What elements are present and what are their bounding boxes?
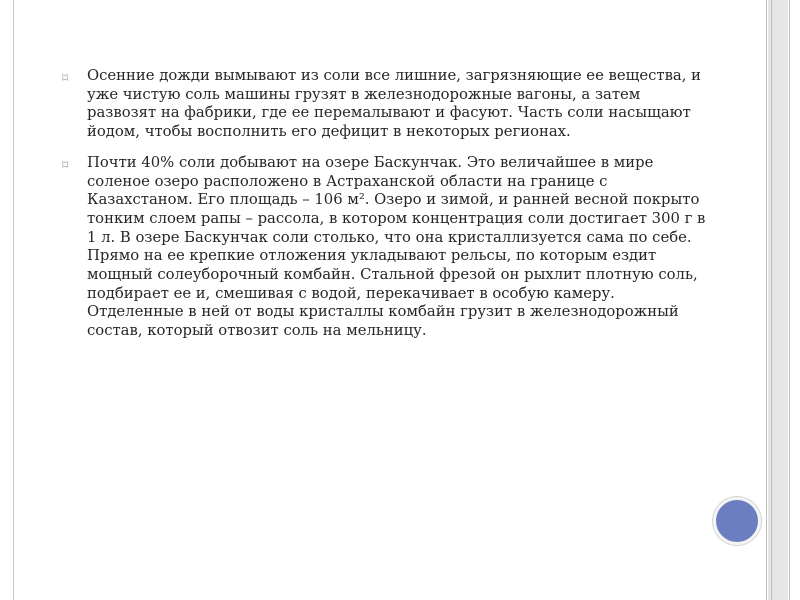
bullet-paragraph bbox=[62, 154, 712, 341]
slide-right-border-line bbox=[766, 0, 767, 600]
slide-left-border bbox=[13, 0, 14, 600]
slide-right-border-line bbox=[771, 0, 772, 600]
decorative-circle-icon bbox=[713, 497, 761, 545]
bullet-icon: ⌑ bbox=[62, 157, 69, 172]
bullet-icon: ⌑ bbox=[62, 71, 69, 85]
slide-right-border-line bbox=[789, 0, 790, 600]
bullet-paragraph bbox=[62, 67, 712, 142]
bullet-text: Осенние дожди вымывают из соли все лишние, загрязняющие ее вещества, и уже чистую соль машины грузят в железнодорожные вагоны, а затем развозят на фабрики, где ее перемалывают и фасуют. Часть соли насыщают йодом, чтобы восполнить его дефицит в некоторых регионах. bbox=[87, 67, 702, 141]
slide-body bbox=[62, 67, 712, 353]
bullet-text: Почти 40% соли добывают на озере Баскунчак. Это величайшее в мире соленое озеро расположено в Астраханской области на границе с Казахстаном. Его площадь – 106 м². Озеро и зимой, и ранней весной покрыто тонким слоем рапы – рассола, в котором концентрация соли достигает 300 г в 1 л. В озере Баскунчак соли столько, что она кристаллизуется сама по себе. Прямо на ее крепкие отложения укладывают рельсы, по которым ездит мощный солеуборочный комбайн. Стальной фрезой он рыхлит плотную соль, подбирает ее и, смешивая с водой, перекачивает в особую камеру. Отделенные в ней от воды кристаллы комбайн грузит в железнодорожный состав, который отвозит соль на мельницу. bbox=[87, 153, 706, 340]
